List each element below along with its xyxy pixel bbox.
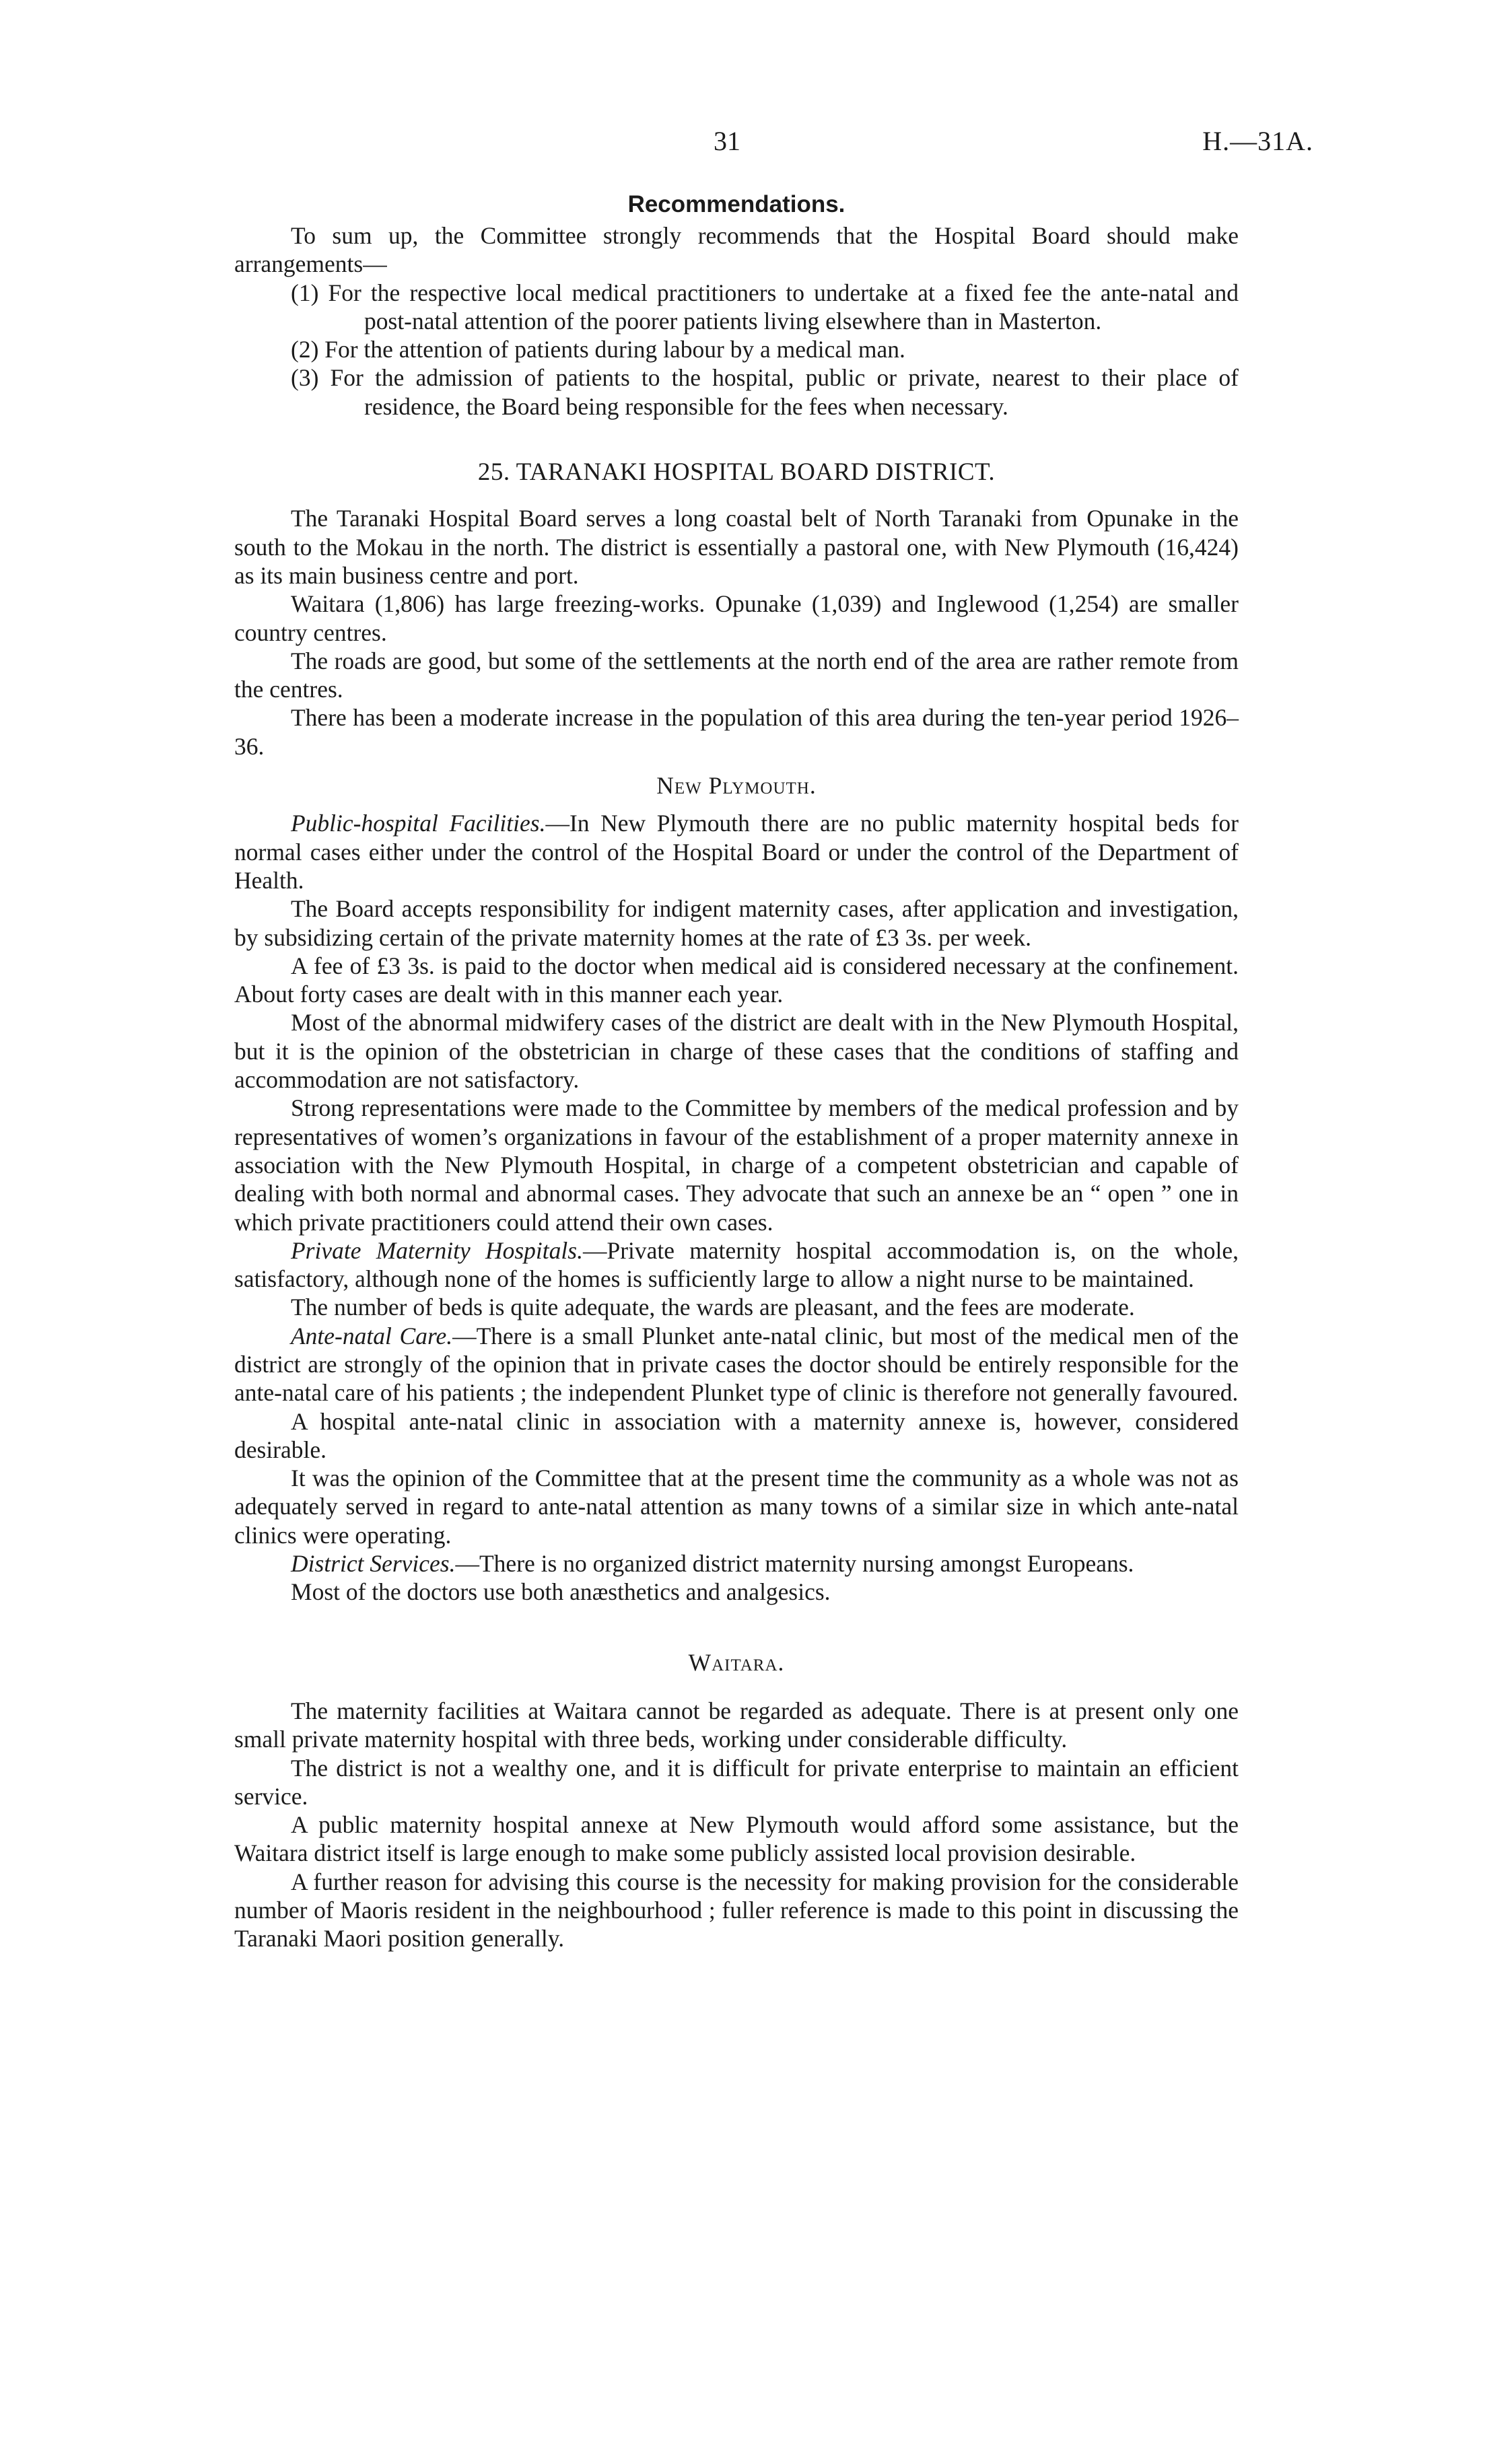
public-hospital-paragraph (234, 809, 1239, 894)
ante-natal-paragraph (234, 1322, 1239, 1407)
paragraph: A further reason for advising this course is the necessity for making provision for the considerable number of Maoris resident in the neighbourhood ; fuller reference is made to this point in discussing the Taranaki Maori position generally. (234, 1868, 1239, 1952)
ante-natal-label: Ante-natal Care. (291, 1322, 453, 1349)
paragraph: The Board accepts responsibility for indigent maternity cases, after application and investigation, by subsidizing certain of the private maternity homes at the rate of £3 3s. per week. (234, 895, 1239, 951)
ante-natal-text: —There is a small Plunket ante-natal clinic, but most of the medical men of the district are strongly of the opinion that in private cases the doctor should be entirely responsible for the ante-natal care of his patients ; the independent Plunket type of clinic is therefore not generally favoured. (234, 1322, 1239, 1407)
private-hospitals-label: Private Maternity Hospitals. (291, 1236, 583, 1264)
private-hospitals-paragraph (234, 1236, 1239, 1294)
recommendations-list (234, 279, 1239, 421)
paragraph: The number of beds is quite adequate, the wards are pleasant, and the fees are moderate. (291, 1294, 1135, 1321)
page-body (234, 127, 1239, 1953)
paragraph: There has been a moderate increase in the population of this area during the ten-year period 1926–36. (234, 704, 1239, 760)
district-services-text: —There is no organized district maternity nursing amongst Europeans. (455, 1550, 1134, 1578)
paragraph: A public maternity hospital annexe at New Plymouth would afford some assistance, but the Waitara district itself is large enough to make some publicly assisted local provision desirable. (234, 1811, 1239, 1867)
district-heading: 25. TARANAKI HOSPITAL BOARD DISTRICT. (477, 458, 996, 487)
public-hospital-text: —In New Plymouth there are no public maternity hospital beds for normal cases either under the control of the Hospital Board or under the control of the Department of Health. (234, 810, 1239, 894)
paragraph: The Taranaki Hospital Board serves a long coastal belt of North Taranaki from Opunake in the south to the Mokau in the north. The district is essentially a pastoral one, with New Plymouth (16,424) as its main business centre and port. (234, 505, 1239, 589)
recommendation-item: (1) For the respective local medical practitioners to undertake at a fixed fee the ante-natal and post-natal attention of the poorer patients living elsewhere than in Masterton. (291, 279, 1239, 335)
recommendation-item: (2) For the attention of patients during labour by a medical man. (291, 336, 905, 363)
paragraph: It was the opinion of the Committee that at the present time the community as a whole was not as adequately served in regard to ante-natal attention as many towns of a similar size in which ante-natal clinics were operating. (234, 1465, 1239, 1549)
public-hospital-label: Public-hospital Facilities. (291, 810, 546, 837)
paragraph: Strong representations were made to the Committee by members of the medical profession and by representatives of women’s organizations in favour of the establishment of a proper maternity annexe in association with the New Plymouth Hospital, in charge of a competent obstetrician and capable of dealing with both normal and abnormal cases. They advocate that such an annexe be an “ open ” one in which private practitioners could attend their own cases. (234, 1094, 1239, 1236)
new-plymouth-heading: New Plymouth. (656, 772, 817, 800)
recommendations-intro: To sum up, the Committee strongly recommends that the Hospital Board should make arrangements— (234, 222, 1239, 278)
document-reference: H.—31A. (1202, 126, 1313, 156)
paragraph: Most of the abnormal midwifery cases of the district are dealt with in the New Plymouth Hospital, but it is the opinion of the obstetrician in charge of these cases that the conditions of staffing and accommodation are not satisfactory. (234, 1009, 1239, 1094)
paragraph: A hospital ante-natal clinic in association with a maternity annexe is, however, considered desirable. (234, 1407, 1239, 1463)
recommendation-item: (3) For the admission of patients to the hospital, public or private, nearest to their place of residence, the Board being responsible for the fees when necessary. (291, 364, 1239, 420)
paragraph: A fee of £3 3s. is paid to the doctor when medical aid is considered necessary at the confinement. About forty cases are dealt with in this manner each year. (234, 952, 1239, 1008)
paragraph: Waitara (1,806) has large freezing-works. Opunake (1,039) and Inglewood (1,254) are smaller country centres. (234, 590, 1239, 646)
paragraph: The roads are good, but some of the settlements at the north end of the area are rather remote from the centres. (234, 647, 1239, 703)
paragraph: Most of the doctors use both anæsthetics and analgesics. (291, 1578, 831, 1606)
district-services-paragraph (234, 1549, 1239, 1578)
private-hospitals-text: —Private maternity hospital accommodation is, on the whole, satisfactory, although none of the homes is sufficiently large to allow a night nurse to be maintained. (234, 1236, 1239, 1293)
paragraph: The maternity facilities at Waitara cannot be regarded as adequate. There is at present only one small private maternity hospital with three beds, working under considerable difficulty. (234, 1697, 1239, 1753)
district-services-label: District Services. (291, 1550, 456, 1578)
page-number: 31 (714, 126, 740, 156)
waitara-heading: Waitara. (688, 1648, 785, 1676)
recommendations-heading: Recommendations. (627, 191, 845, 217)
paragraph: The district is not a wealthy one, and it is difficult for private enterprise to maintain an efficient service. (234, 1754, 1239, 1810)
